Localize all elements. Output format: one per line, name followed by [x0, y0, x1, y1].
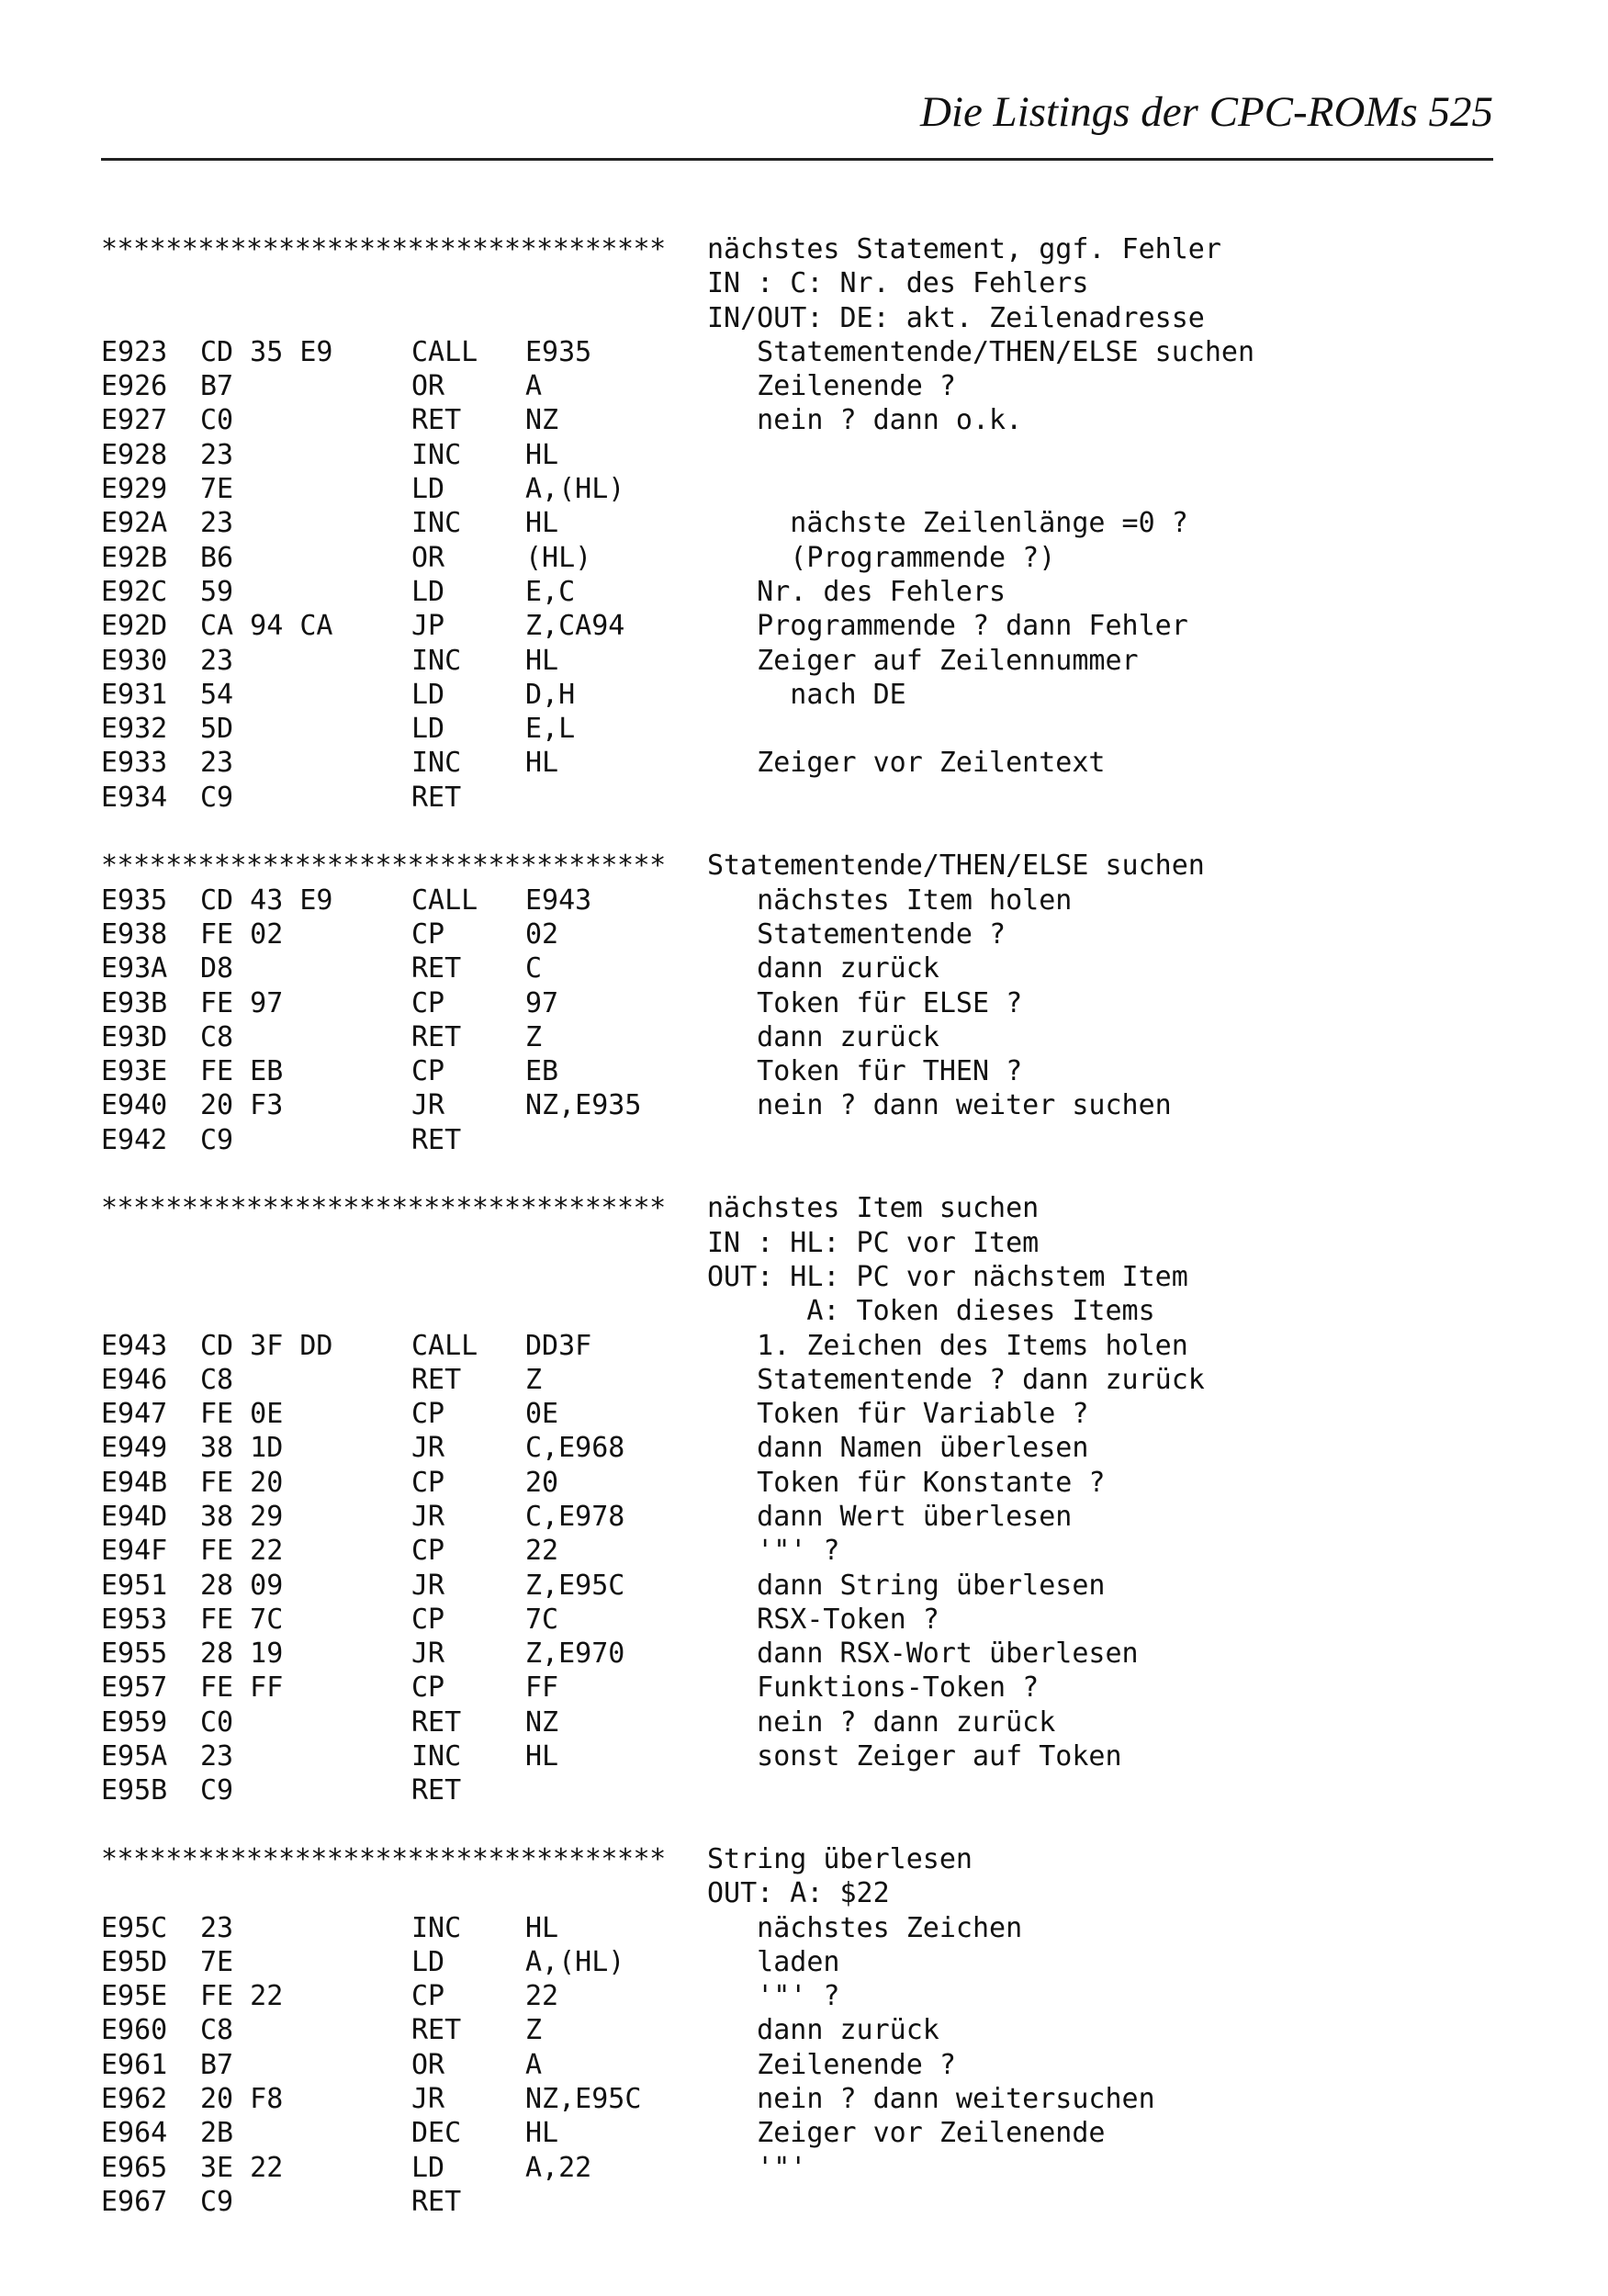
address: E934: [101, 781, 168, 814]
opcode-bytes: FE 02: [200, 917, 284, 951]
opcode-bytes: 23: [200, 644, 234, 677]
operand: Z: [525, 1020, 543, 1053]
mnemonic: INC: [411, 747, 462, 780]
assembly-listing: [101, 232, 1534, 2219]
listing-line: [101, 2048, 1534, 2082]
operand: 0E: [525, 1398, 559, 1431]
address: E959: [101, 1705, 168, 1739]
comment: nein ? dann weitersuchen: [707, 2083, 1155, 2116]
listing-line: [101, 986, 1534, 1020]
comment: Token für Variable ?: [707, 1398, 1089, 1431]
address: E92D: [101, 610, 168, 643]
operand: E,C: [525, 575, 576, 608]
opcode-bytes: C0: [200, 404, 234, 437]
operand: HL: [525, 507, 559, 540]
listing-line: [101, 403, 1534, 437]
opcode-bytes: FE FF: [200, 1671, 284, 1705]
address: E93D: [101, 1020, 168, 1053]
mnemonic: CP: [411, 1671, 445, 1705]
operand: D,H: [525, 678, 576, 711]
address: E95E: [101, 1980, 168, 2013]
comment: nächstes Statement, ggf. Fehler: [707, 233, 1221, 265]
address: E947: [101, 1398, 168, 1431]
operand: E943: [525, 884, 592, 917]
comment: dann String überlesen: [707, 1569, 1106, 1602]
address: E928: [101, 438, 168, 471]
operand: A: [525, 370, 543, 403]
mnemonic: JR: [411, 1638, 445, 1671]
mnemonic: CP: [411, 1535, 445, 1568]
operand: Z: [525, 1363, 543, 1396]
listing-line: [101, 1226, 1534, 1260]
listing-line: [101, 1671, 1534, 1705]
comment: nächstes Item holen: [707, 884, 1073, 917]
listing-line: [101, 1876, 1534, 1910]
comment: Programmende ? dann Fehler: [707, 610, 1188, 643]
mnemonic: INC: [411, 644, 462, 677]
comment: nein ? dann zurück: [707, 1705, 1056, 1739]
listing-line: [101, 2082, 1534, 2116]
mnemonic: LD: [411, 678, 445, 711]
mnemonic: INC: [411, 507, 462, 540]
opcode-bytes: C9: [200, 1774, 234, 1807]
comment: Zeiger auf Zeilennummer: [707, 644, 1139, 677]
opcode-bytes: 23: [200, 747, 234, 780]
address: E935: [101, 884, 168, 917]
opcode-bytes: C9: [200, 2185, 234, 2218]
opcode-bytes: FE 97: [200, 986, 284, 1019]
listing-line: [101, 2185, 1534, 2219]
operand: A: [525, 2048, 543, 2081]
comment: nein ? dann o.k.: [707, 404, 1023, 437]
operand: 22: [525, 1980, 559, 2013]
opcode-bytes: 3E 22: [200, 2151, 284, 2184]
mnemonic: LD: [411, 713, 445, 746]
opcode-bytes: C8: [200, 1020, 234, 1053]
address: E95C: [101, 1911, 168, 1944]
comment: Nr. des Fehlers: [707, 575, 1006, 608]
address: E926: [101, 370, 168, 403]
comment: Zeiger vor Zeilentext: [707, 747, 1106, 780]
listing-line: [101, 1979, 1534, 2013]
operand: HL: [525, 2117, 559, 2150]
operand: HL: [525, 747, 559, 780]
operand: Z,E970: [525, 1638, 625, 1671]
listing-line: [101, 746, 1534, 780]
listing-line: [101, 1534, 1534, 1568]
comment: RSX-Token ?: [707, 1603, 939, 1636]
listing-line: [101, 1431, 1534, 1465]
operand: HL: [525, 1740, 559, 1773]
comment: '"' ?: [707, 1980, 840, 2013]
operand: 20: [525, 1466, 559, 1499]
listing-line: [101, 917, 1534, 951]
comment: '"' ?: [707, 1535, 840, 1568]
running-title: Die Listings der CPC-ROMs 525: [919, 88, 1493, 136]
comment: IN : HL: PC vor Item: [707, 1226, 1040, 1259]
operand: 02: [525, 917, 559, 951]
opcode-bytes: CD 3F DD: [200, 1329, 333, 1362]
comment: Zeiger vor Zeilenende: [707, 2117, 1106, 2150]
listing-line: [101, 1603, 1534, 1637]
mnemonic: CP: [411, 1398, 445, 1431]
address: E946: [101, 1363, 168, 1396]
operand: E,L: [525, 713, 576, 746]
mnemonic: CP: [411, 1466, 445, 1499]
opcode-bytes: 23: [200, 507, 234, 540]
comment: sonst Zeiger auf Token: [707, 1740, 1122, 1773]
address: E953: [101, 1603, 168, 1636]
comment: String überlesen: [707, 1842, 973, 1875]
listing-line: [101, 1329, 1534, 1363]
blank-line: [101, 1808, 1534, 1842]
opcode-bytes: B7: [200, 370, 234, 403]
opcode-bytes: 28 09: [200, 1569, 284, 1602]
operand: DD3F: [525, 1329, 592, 1362]
opcode-bytes: 59: [200, 575, 234, 608]
mnemonic: RET: [411, 1123, 462, 1156]
listing-line: [101, 1637, 1534, 1671]
mnemonic: DEC: [411, 2117, 462, 2150]
mnemonic: INC: [411, 1740, 462, 1773]
listing-line: [101, 1260, 1534, 1294]
operand: 97: [525, 986, 559, 1019]
opcode-bytes: B7: [200, 2048, 234, 2081]
address: E93A: [101, 952, 168, 985]
opcode-bytes: 7E: [200, 1945, 234, 1978]
comment: Funktions-Token ?: [707, 1671, 1040, 1705]
comment: Zeilenende ?: [707, 370, 956, 403]
address: E931: [101, 678, 168, 711]
opcode-bytes: 23: [200, 1911, 234, 1944]
opcode-bytes: 2B: [200, 2117, 234, 2150]
comment: dann zurück: [707, 2014, 939, 2047]
opcode-bytes: C9: [200, 1123, 234, 1156]
listing-line: [101, 1054, 1534, 1088]
mnemonic: RET: [411, 1020, 462, 1053]
address: E94F: [101, 1535, 168, 1568]
address: E938: [101, 917, 168, 951]
mnemonic: OR: [411, 370, 445, 403]
address: E94B: [101, 1466, 168, 1499]
opcode-bytes: 38 1D: [200, 1432, 284, 1465]
operand: 22: [525, 1535, 559, 1568]
comment: Statementende ?: [707, 917, 1006, 951]
operand: (HL): [525, 541, 592, 574]
address: E932: [101, 713, 168, 746]
section-header-row: [101, 232, 1534, 266]
mnemonic: JR: [411, 1500, 445, 1533]
opcode-bytes: 38 29: [200, 1500, 284, 1533]
mnemonic: RET: [411, 952, 462, 985]
section-header-row: [101, 1191, 1534, 1225]
address: E933: [101, 747, 168, 780]
mnemonic: RET: [411, 2185, 462, 2218]
listing-line: [101, 609, 1534, 643]
comment: Statementende ? dann zurück: [707, 1363, 1205, 1396]
listing-line: [101, 1500, 1534, 1534]
comment: 1. Zeichen des Items holen: [707, 1329, 1188, 1362]
listing-line: [101, 712, 1534, 746]
blank-line: [101, 815, 1534, 849]
listing-line: [101, 1088, 1534, 1122]
address: E964: [101, 2117, 168, 2150]
address: E942: [101, 1123, 168, 1156]
separator-stars: ***********************************: [101, 233, 666, 265]
comment: (Programmende ?): [707, 541, 1056, 574]
opcode-bytes: D8: [200, 952, 234, 985]
comment: OUT: HL: PC vor nächstem Item: [707, 1260, 1188, 1293]
comment: IN : C: Nr. des Fehlers: [707, 267, 1089, 300]
comment: nächstes Zeichen: [707, 1911, 1023, 1944]
opcode-bytes: 28 19: [200, 1638, 284, 1671]
listing-line: [101, 678, 1534, 712]
address: E949: [101, 1432, 168, 1465]
opcode-bytes: FE 7C: [200, 1603, 284, 1636]
mnemonic: CP: [411, 1603, 445, 1636]
header-rule: [101, 158, 1493, 161]
address: E965: [101, 2151, 168, 2184]
opcode-bytes: FE 0E: [200, 1398, 284, 1431]
opcode-bytes: FE 22: [200, 1980, 284, 2013]
operand: HL: [525, 1911, 559, 1944]
mnemonic: OR: [411, 2048, 445, 2081]
mnemonic: CP: [411, 1980, 445, 2013]
address: E95B: [101, 1774, 168, 1807]
comment: Zeilenende ?: [707, 2048, 956, 2081]
comment: laden: [707, 1945, 840, 1978]
mnemonic: RET: [411, 1774, 462, 1807]
comment: IN/OUT: DE: akt. Zeilenadresse: [707, 301, 1205, 334]
comment: Token für ELSE ?: [707, 986, 1023, 1019]
comment: dann Wert überlesen: [707, 1500, 1073, 1533]
opcode-bytes: CA 94 CA: [200, 610, 333, 643]
mnemonic: LD: [411, 473, 445, 506]
mnemonic: RET: [411, 1705, 462, 1739]
listing-line: [101, 951, 1534, 985]
comment: nächstes Item suchen: [707, 1192, 1040, 1225]
address: E955: [101, 1638, 168, 1671]
listing-line: [101, 1739, 1534, 1773]
mnemonic: LD: [411, 1945, 445, 1978]
listing-line: [101, 644, 1534, 678]
address: E960: [101, 2014, 168, 2047]
opcode-bytes: C8: [200, 2014, 234, 2047]
mnemonic: LD: [411, 2151, 445, 2184]
operand: FF: [525, 1671, 559, 1705]
comment: Statementende/THEN/ELSE suchen: [707, 335, 1255, 368]
mnemonic: CP: [411, 1055, 445, 1088]
address: E95A: [101, 1740, 168, 1773]
opcode-bytes: C8: [200, 1363, 234, 1396]
blank-line: [101, 1157, 1534, 1191]
mnemonic: JR: [411, 2083, 445, 2116]
listing-line: [101, 266, 1534, 300]
address: E93B: [101, 986, 168, 1019]
listing-line: [101, 2013, 1534, 2047]
operand: NZ,E95C: [525, 2083, 642, 2116]
mnemonic: RET: [411, 781, 462, 814]
opcode-bytes: FE EB: [200, 1055, 284, 1088]
address: E943: [101, 1329, 168, 1362]
address: E957: [101, 1671, 168, 1705]
comment: A: Token dieses Items: [707, 1295, 1155, 1328]
listing-line: [101, 301, 1534, 335]
opcode-bytes: 23: [200, 1740, 234, 1773]
opcode-bytes: FE 20: [200, 1466, 284, 1499]
listing-line: [101, 1466, 1534, 1500]
listing-line: [101, 472, 1534, 506]
mnemonic: RET: [411, 404, 462, 437]
address: E930: [101, 644, 168, 677]
operand: C,E968: [525, 1432, 625, 1465]
listing-line: [101, 369, 1534, 403]
operand: E935: [525, 335, 592, 368]
mnemonic: RET: [411, 2014, 462, 2047]
comment: Token für THEN ?: [707, 1055, 1023, 1088]
comment: Token für Konstante ?: [707, 1466, 1106, 1499]
listing-line: [101, 335, 1534, 369]
listing-line: [101, 2151, 1534, 2185]
listing-line: [101, 1020, 1534, 1054]
address: E95D: [101, 1945, 168, 1978]
comment: dann Namen überlesen: [707, 1432, 1089, 1465]
listing-line: [101, 2116, 1534, 2150]
address: E93E: [101, 1055, 168, 1088]
opcode-bytes: 20 F3: [200, 1089, 284, 1122]
mnemonic: INC: [411, 1911, 462, 1944]
opcode-bytes: 5D: [200, 713, 234, 746]
address: E940: [101, 1089, 168, 1122]
listing-line: [101, 1397, 1534, 1431]
address: E961: [101, 2048, 168, 2081]
mnemonic: CP: [411, 986, 445, 1019]
listing-line: [101, 1911, 1534, 1945]
address: E951: [101, 1569, 168, 1602]
separator-stars: ***********************************: [101, 1192, 666, 1225]
opcode-bytes: B6: [200, 541, 234, 574]
operand: NZ: [525, 404, 559, 437]
comment: nächste Zeilenlänge =0 ?: [707, 507, 1188, 540]
operand: A,(HL): [525, 473, 625, 506]
mnemonic: CALL: [411, 335, 478, 368]
comment: nach DE: [707, 678, 906, 711]
opcode-bytes: 20 F8: [200, 2083, 284, 2116]
comment: dann zurück: [707, 952, 939, 985]
operand: A,22: [525, 2151, 592, 2184]
mnemonic: CP: [411, 917, 445, 951]
operand: Z,E95C: [525, 1569, 625, 1602]
comment: nein ? dann weiter suchen: [707, 1089, 1172, 1122]
mnemonic: LD: [411, 575, 445, 608]
listing-line: [101, 1294, 1534, 1328]
operand: Z,CA94: [525, 610, 625, 643]
page-header: [101, 87, 1493, 161]
opcode-bytes: 7E: [200, 473, 234, 506]
listing-line: [101, 1773, 1534, 1807]
mnemonic: JR: [411, 1432, 445, 1465]
operand: HL: [525, 644, 559, 677]
section-header-row: [101, 849, 1534, 883]
operand: C: [525, 952, 543, 985]
comment: dann zurück: [707, 1020, 939, 1053]
opcode-bytes: C9: [200, 781, 234, 814]
comment: dann RSX-Wort überlesen: [707, 1638, 1139, 1671]
opcode-bytes: CD 43 E9: [200, 884, 333, 917]
address: E92A: [101, 507, 168, 540]
address: E92C: [101, 575, 168, 608]
mnemonic: JP: [411, 610, 445, 643]
operand: Z: [525, 2014, 543, 2047]
listing-line: [101, 884, 1534, 917]
mnemonic: CALL: [411, 1329, 478, 1362]
operand: NZ,E935: [525, 1089, 642, 1122]
listing-line: [101, 1123, 1534, 1157]
address: E92B: [101, 541, 168, 574]
operand: 7C: [525, 1603, 559, 1636]
listing-line: [101, 1945, 1534, 1979]
listing-line: [101, 506, 1534, 540]
operand: HL: [525, 438, 559, 471]
address: E929: [101, 473, 168, 506]
operand: A,(HL): [525, 1945, 625, 1978]
operand: NZ: [525, 1705, 559, 1739]
separator-stars: ***********************************: [101, 1842, 666, 1875]
listing-line: [101, 781, 1534, 815]
opcode-bytes: 54: [200, 678, 234, 711]
opcode-bytes: FE 22: [200, 1535, 284, 1568]
mnemonic: INC: [411, 438, 462, 471]
mnemonic: RET: [411, 1363, 462, 1396]
mnemonic: OR: [411, 541, 445, 574]
comment: Statementende/THEN/ELSE suchen: [707, 850, 1205, 883]
opcode-bytes: C0: [200, 1705, 234, 1739]
section-header-row: [101, 1842, 1534, 1876]
operand: C,E978: [525, 1500, 625, 1533]
mnemonic: CALL: [411, 884, 478, 917]
address: E923: [101, 335, 168, 368]
separator-stars: ***********************************: [101, 850, 666, 883]
address: E962: [101, 2083, 168, 2116]
address: E927: [101, 404, 168, 437]
comment: '"': [707, 2151, 807, 2184]
operand: EB: [525, 1055, 559, 1088]
listing-line: [101, 1705, 1534, 1739]
opcode-bytes: 23: [200, 438, 234, 471]
listing-line: [101, 1363, 1534, 1397]
mnemonic: JR: [411, 1089, 445, 1122]
address: E94D: [101, 1500, 168, 1533]
listing-line: [101, 541, 1534, 575]
comment: OUT: A: $22: [707, 1877, 890, 1910]
mnemonic: JR: [411, 1569, 445, 1602]
opcode-bytes: CD 35 E9: [200, 335, 333, 368]
address: E967: [101, 2185, 168, 2218]
listing-line: [101, 438, 1534, 472]
listing-line: [101, 1569, 1534, 1603]
listing-line: [101, 575, 1534, 609]
